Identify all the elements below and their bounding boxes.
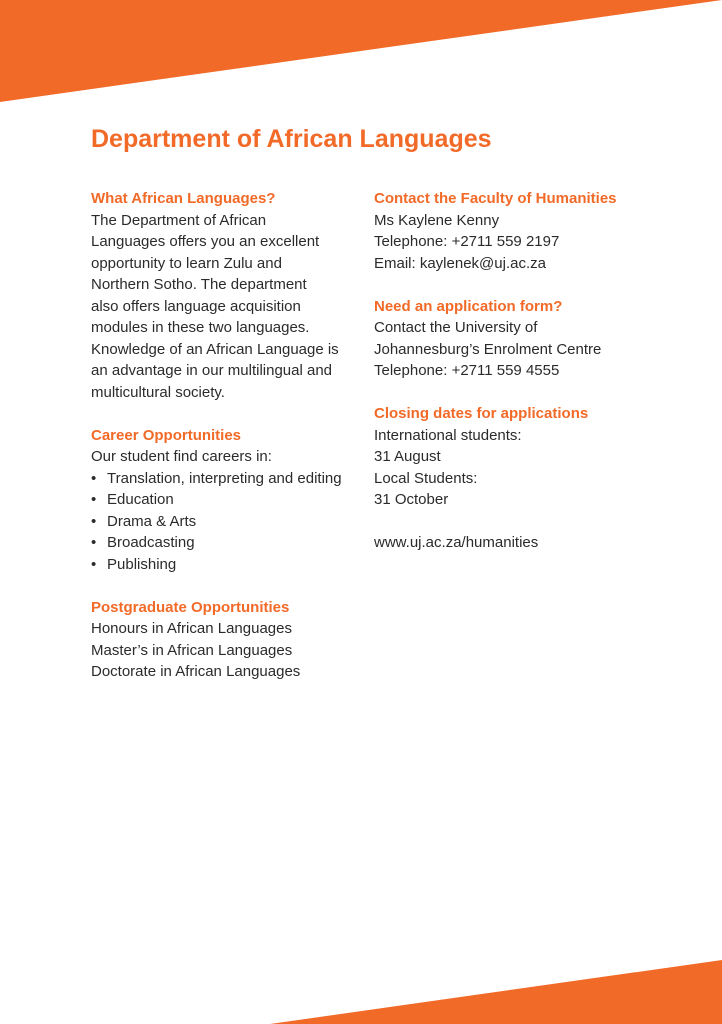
list-item [91, 532, 361, 554]
form-line: Telephone: +2711 559 4555 [374, 362, 560, 379]
postgrad-item: Honours in African Languages [91, 620, 292, 637]
section-heading-career: Career Opportunities [91, 426, 242, 444]
bullet-icon: • [91, 491, 97, 508]
contact-phone: Telephone: +2711 559 2197 [374, 233, 560, 250]
bullet-icon: • [91, 534, 97, 551]
left-column [91, 188, 361, 704]
right-column [374, 188, 674, 575]
bullet-icon: • [91, 469, 97, 487]
bullet-icon: • [91, 555, 97, 573]
list-item-label: Translation, interpreting and editing [107, 469, 342, 487]
list-item [91, 468, 361, 490]
list-item [91, 554, 361, 576]
paragraph-line: The Department of African [91, 211, 267, 229]
career-intro: Our student find careers in: [91, 448, 272, 465]
section-heading-contact: Contact the Faculty of Humanities [374, 190, 617, 207]
postgrad-item: Master’s in African Languages [91, 641, 293, 659]
section-heading-what: What African Languages? [91, 190, 276, 207]
section-application-form [374, 296, 674, 382]
postgrad-item: Doctorate in African Languages [91, 663, 301, 680]
section-career-opportunities [91, 425, 361, 576]
form-line: Contact the University of [374, 319, 538, 336]
closing-line: 31 October [374, 491, 449, 508]
what-paragraph [91, 210, 361, 404]
form-line: Johannesburg’s Enrolment Centre [374, 340, 602, 358]
section-heading-form: Need an application form? [374, 297, 563, 315]
list-item [91, 511, 361, 533]
paragraph-line: multicultural society. [91, 383, 225, 401]
section-heading-postgraduate: Postgraduate Opportunities [91, 598, 290, 616]
paragraph-line: Northern Sotho. The department [91, 276, 307, 293]
list-item-label: Publishing [107, 555, 177, 573]
list-item [91, 489, 361, 511]
section-closing-dates [374, 403, 674, 511]
section-heading-closing: Closing dates for applications [374, 405, 589, 422]
paragraph-line: modules in these two languages. [91, 319, 310, 336]
list-item-label: Drama & Arts [107, 512, 197, 530]
paragraph-line: opportunity to learn Zulu and [91, 254, 282, 272]
section-what-african-languages [91, 188, 361, 403]
paragraph-line: Languages offers you an excellent [91, 233, 320, 250]
website-link[interactable]: www.uj.ac.za/humanities [374, 534, 539, 551]
closing-line: Local Students: [374, 469, 478, 487]
paragraph-line: an advantage in our multilingual and [91, 362, 333, 379]
top-band-shape [0, 0, 722, 102]
section-contact [374, 188, 674, 274]
paragraph-line: also offers language acquisition [91, 297, 301, 315]
career-list [91, 468, 361, 576]
list-item-label: Education [107, 491, 174, 508]
contact-name: Ms Kaylene Kenny [374, 211, 500, 229]
page-title: Department of African Languages [91, 125, 492, 153]
section-website [374, 532, 674, 554]
bullet-icon: • [91, 512, 97, 530]
section-postgraduate-opportunities [91, 597, 361, 683]
closing-line: International students: [374, 426, 522, 444]
bottom-band-shape [270, 960, 722, 1024]
contact-email: Email: kaylenek@uj.ac.za [374, 254, 546, 272]
paragraph-line: Knowledge of an African Language is [91, 340, 339, 358]
closing-line: 31 August [374, 448, 441, 465]
list-item-label: Broadcasting [107, 534, 195, 551]
